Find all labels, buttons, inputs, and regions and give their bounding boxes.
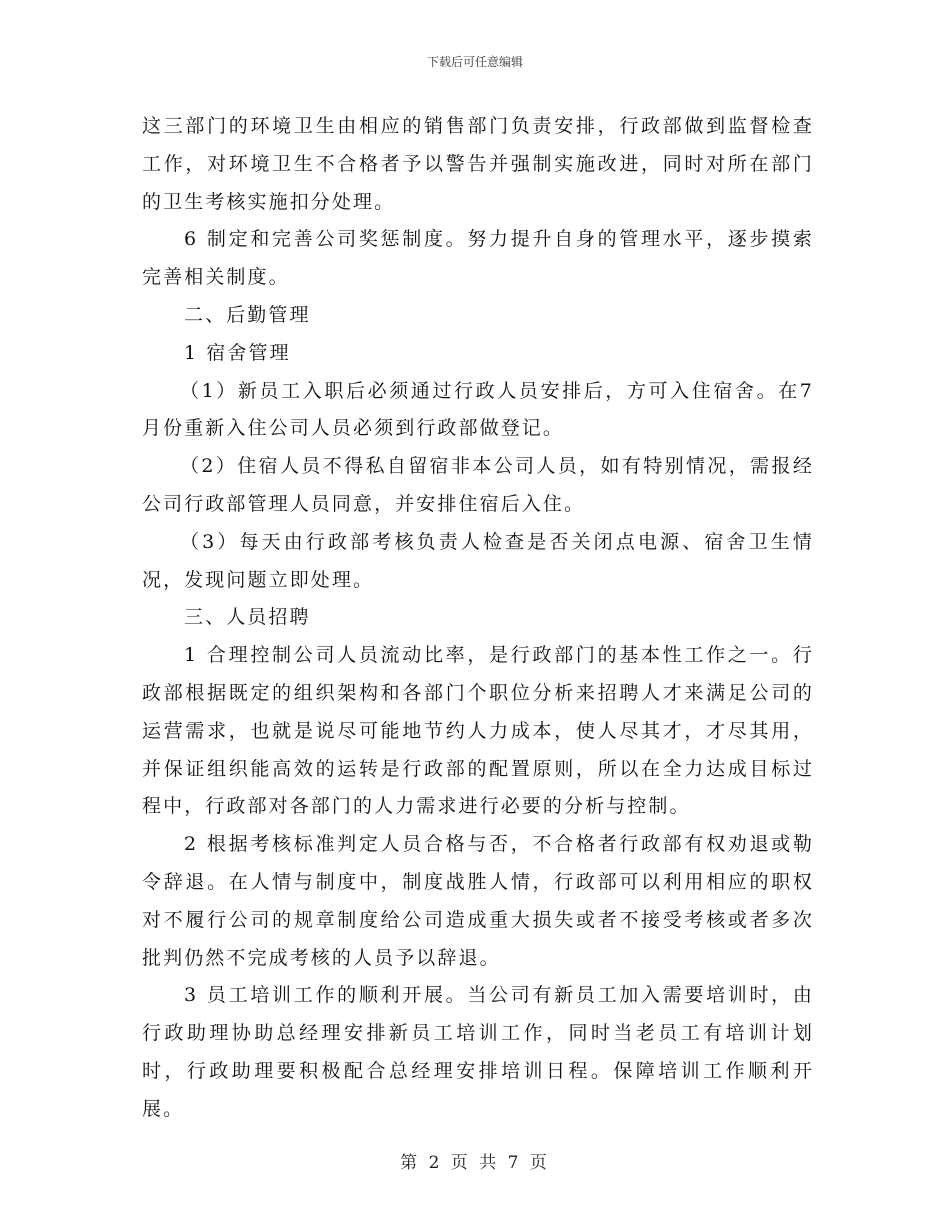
page-header: 下载后可任意编辑 xyxy=(426,55,523,69)
subheading-dormitory: 1 宿舍管理 xyxy=(184,341,291,364)
section-heading-logistics: 二、后勤管理 xyxy=(184,303,311,326)
section-heading-recruitment: 三、人员招聘 xyxy=(184,606,311,629)
paragraph-turnover-control: 1 合理控制公司人员流动比率，是行政部门的基本性工作之一。行政部根据既定的组织架构和各部门个职位分析来招聘人才来满足公司的运营需求，也就是说尽可能地节约人力成本，使人尽其才，才尽其用，并保证组织能高效的运转是行政部的配置原则，所以在全力达成目标过程中，行政部对各部门的人力需求进行必要的分析与控制。 xyxy=(142,644,814,818)
page-number: 第 2 页 共 7 页 xyxy=(400,1153,550,1173)
paragraph-assessment: 2 根据考核标准判定人员合格与否，不合格者行政部有权劝退或勒令辞退。在人情与制度中，制度战胜人情，行政部可以利用相应的职权对不履行公司的规章制度给公司造成重大损失或者不接受考核或者多次批判仍然不完成考核的人员予以辞退。 xyxy=(142,833,814,969)
paragraph-continuation: 这三部门的环境卫生由相应的销售部门负责安排，行政部做到监督检查工作，对环境卫生不合格者予以警告并强制实施改进，同时对所在部门的卫生考核实施扣分处理。 xyxy=(142,115,814,213)
document-body xyxy=(142,108,814,1129)
dormitory-rule-1: （1）新员工入职后必须通过行政人员安排后，方可入住宿舍。在7月份重新入住公司人员必须到行政部做登记。 xyxy=(142,379,814,440)
dormitory-rule-2: （2）住宿人员不得私自留宿非本公司人员，如有特别情况，需报经公司行政部管理人员同意，并安排住宿后入住。 xyxy=(142,455,814,515)
dormitory-rule-3: （3）每天由行政部考核负责人检查是否关闭点电源、宿舍卫生情况，发现问题立即处理。 xyxy=(142,530,814,591)
paragraph-reward-penalty: 6 制定和完善公司奖惩制度。努力提升自身的管理水平，逐步摸索完善相关制度。 xyxy=(142,228,814,289)
paragraph-training: 3 员工培训工作的顺利开展。当公司有新员工加入需要培训时，由行政助理协助总经理安排新员工培训工作，同时当老员工有培训计划时，行政助理要积极配合总经理安排培训日程。保障培训工作顺利开展。 xyxy=(142,984,814,1120)
